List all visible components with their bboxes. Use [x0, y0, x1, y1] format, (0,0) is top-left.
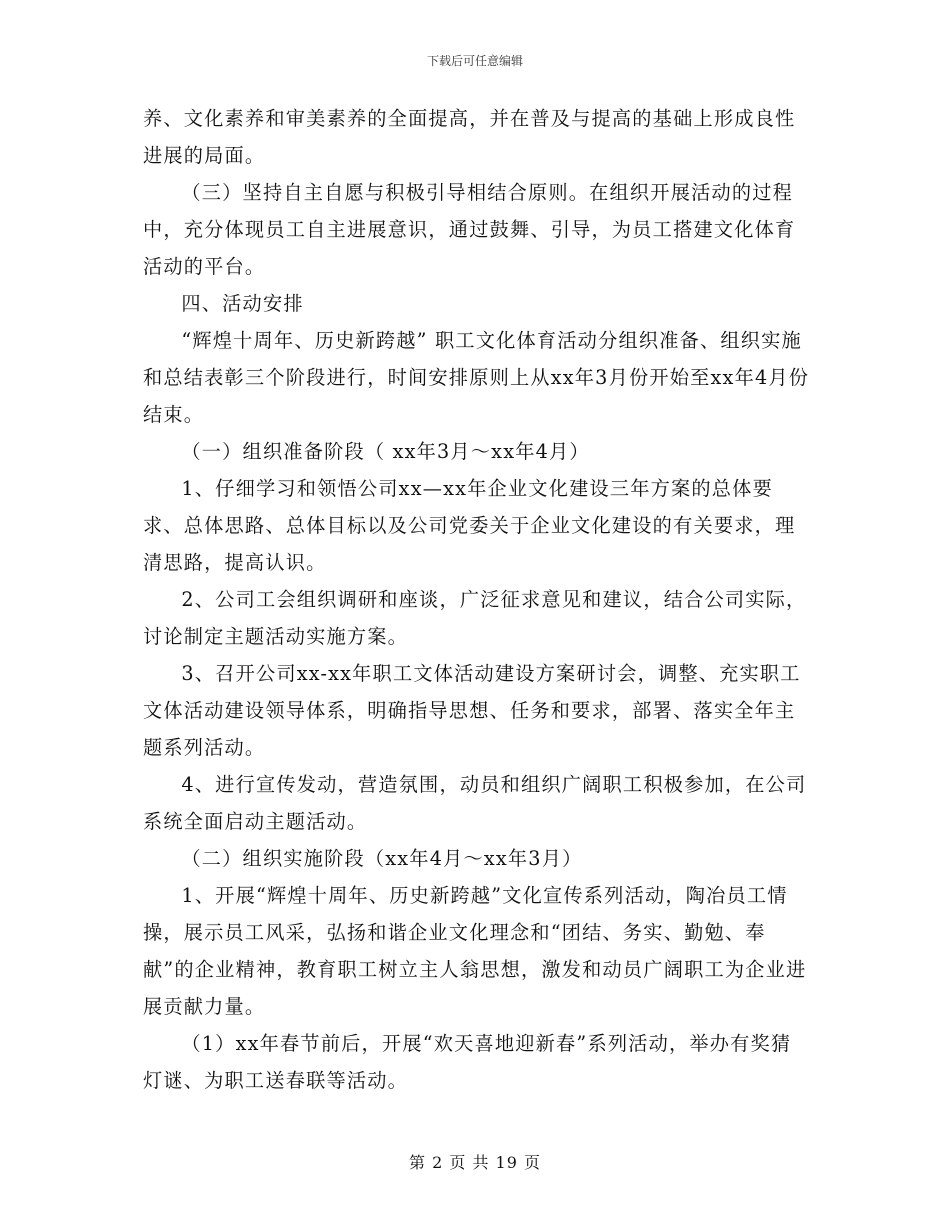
paragraph-3: “辉煌十周年、历史新跨越” 职工文化体育活动分组织准备、组织实施和总结表彰三个阶段进行，时间安排原则上从xx年3月份开始至xx年4月份结束。 — [143, 329, 810, 426]
paragraph-10: 1、开展“辉煌十周年、历史新跨越”文化宣传系列活动，陶冶员工情操，展示员工风采，弘扬和谐企业文化理念和“团结、务实、勤勉、奉献”的企业精神，教育职工树立主人翁思想，激发和动员广阔职工为企业进展贡献力量。 — [143, 884, 807, 1018]
paragraph-5: 1、仔细学习和领悟公司xx—xx年企业文化建设三年方案的总体要求、总体思路、总体目标以及公司党委关于企业文化建设的有关要求，理清思路，提高认识。 — [143, 477, 796, 574]
section-heading: 四、活动安排 — [181, 292, 304, 315]
paragraph-11: （1）xx年春节前后，开展“欢天喜地迎新春”系列活动，举办有奖猜灯谜、为职工送春联等活动。 — [143, 1032, 792, 1092]
paragraph-6: 2、公司工会组织调研和座谈，广泛征求意见和建议，结合公司实际，讨论制定主题活动实施方案。 — [143, 588, 807, 648]
paragraph-1: （三）坚持自主自愿与积极引导相结合原则。在组织开展活动的过程中，充分体现员工自主进展意识，通过鼓舞、引导，为员工搭建文化体育活动的平台。 — [143, 181, 796, 278]
page-footer: 第 2 页 共 19 页 — [409, 1153, 541, 1172]
paragraph-7: 3、召开公司xx-xx年职工文体活动建设方案研讨会，调整、充实职工文体活动建设领导体系，明确指导思想、任务和要求，部署、落实全年主题系列活动。 — [143, 662, 801, 759]
document-body — [143, 100, 811, 1099]
subsection-heading-2: （二）组织实施阶段（xx年4月～xx年3月） — [181, 847, 583, 870]
subsection-heading-1: （一）组织准备阶段（ xx年3月～xx年4月） — [181, 440, 590, 463]
paragraph-0: 养、文化素养和审美素养的全面提高，并在普及与提高的基础上形成良性进展的局面。 — [143, 107, 796, 167]
paragraph-8: 4、进行宣传发动，营造氛围，动员和组织广阔职工积极参加，在公司系统全面启动主题活动。 — [143, 773, 807, 833]
page-header: 下载后可任意编辑 — [426, 54, 523, 68]
